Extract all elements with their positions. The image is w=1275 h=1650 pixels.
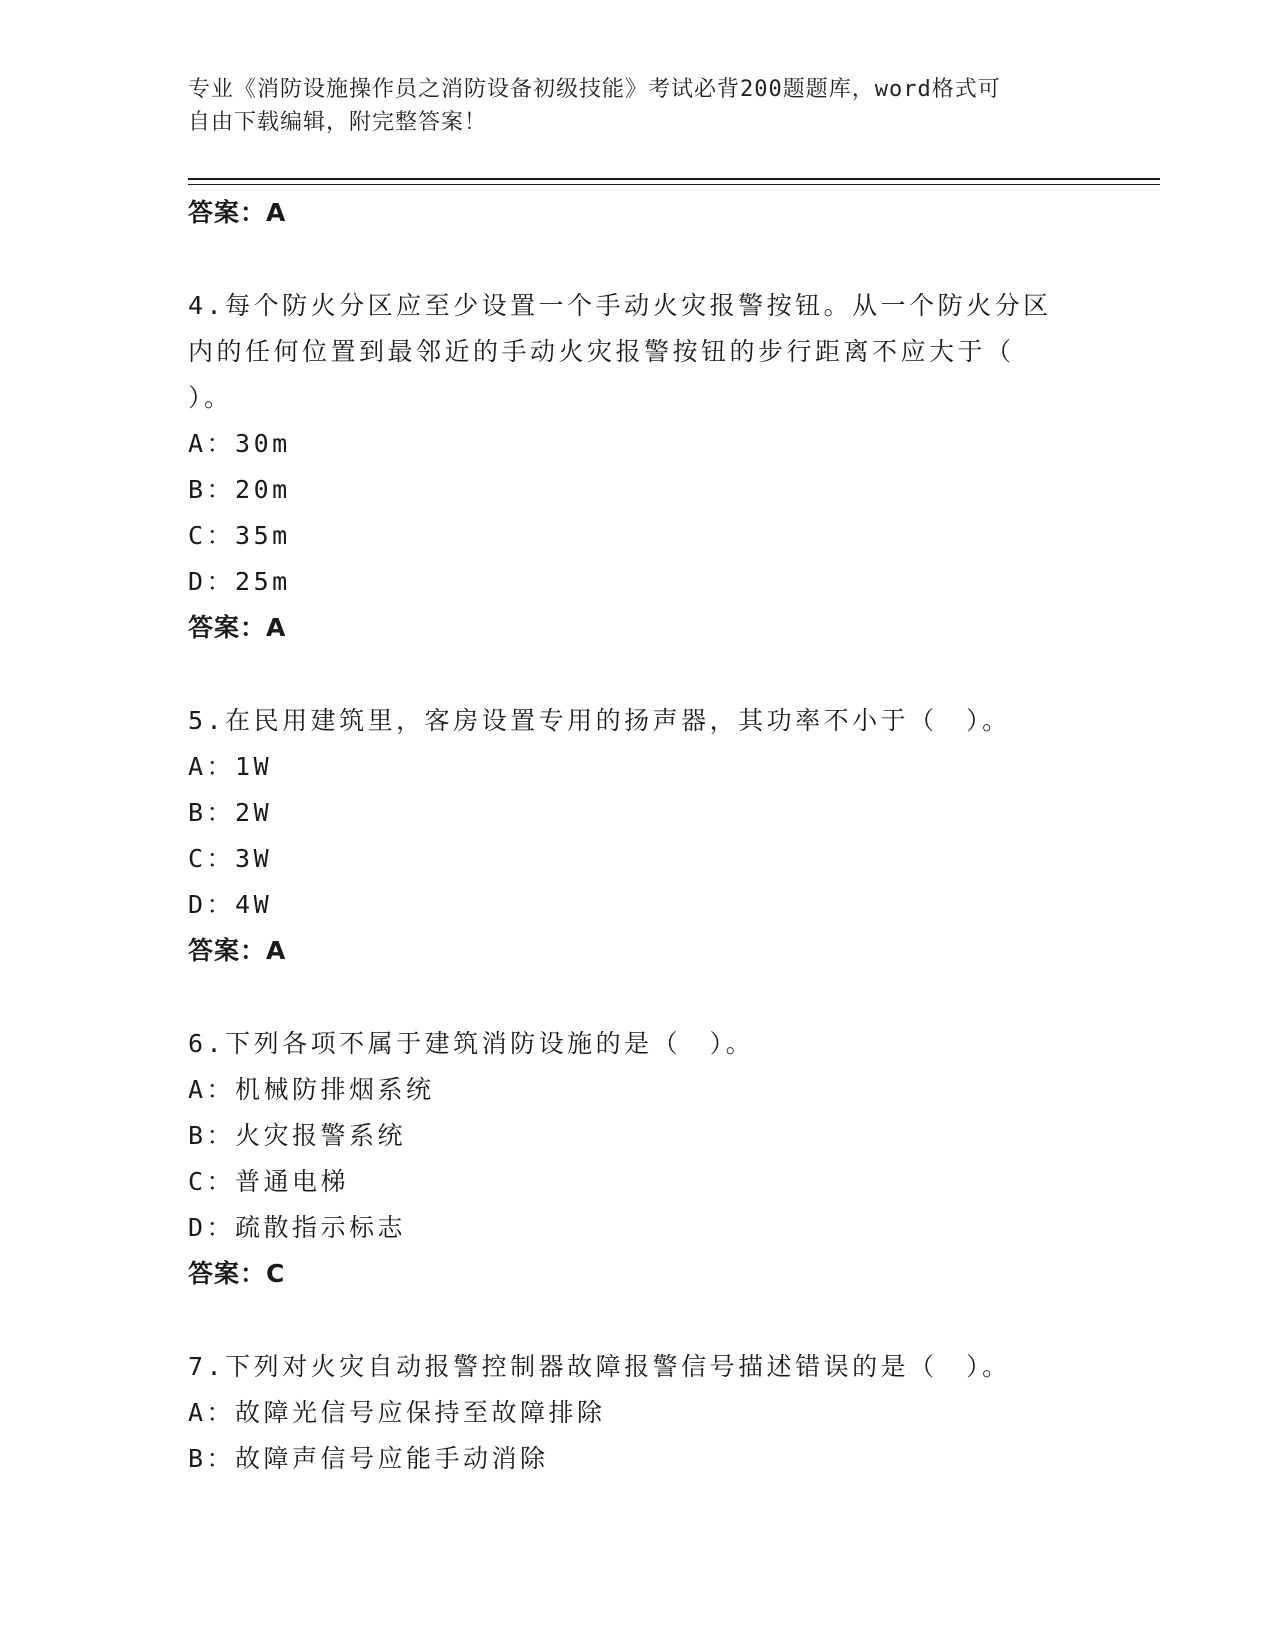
option-d: D：25m: [188, 567, 291, 596]
spacer: [188, 236, 1088, 283]
answer: 答案：C: [188, 1259, 286, 1288]
spacer: [188, 974, 1088, 1021]
option-d: D：4W: [188, 890, 273, 919]
option-b: B：故障声信号应能手动消除: [188, 1444, 549, 1473]
option-c: C：35m: [188, 521, 291, 550]
question-stem-line: 5.在民用建筑里，客房设置专用的扬声器，其功率不小于（ ）。: [188, 706, 1011, 735]
spacer: [188, 1297, 1088, 1344]
option-a: A：30m: [188, 429, 291, 458]
question-stem-line: 7.下列对火灾自动报警控制器故障报警信号描述错误的是（ ）。: [188, 1352, 1011, 1381]
page-header: [188, 73, 1088, 139]
question-stem-line: ）。: [188, 383, 233, 412]
option-a: A：1W: [188, 752, 273, 781]
option-b: B：2W: [188, 798, 273, 827]
option-d: D：疏散指示标志: [188, 1213, 407, 1242]
question-6: [188, 1021, 1088, 1297]
header-line-2: 自由下载编辑，附完整答案！: [188, 110, 488, 135]
header-line-1: 专业《消防设施操作员之消防设备初级技能》考试必背200题题库，word格式可: [188, 77, 1001, 102]
spacer: [188, 651, 1088, 698]
previous-answer: 答案：A: [188, 198, 287, 227]
header-divider-thin: [188, 184, 1160, 185]
answer: 答案：A: [188, 613, 287, 642]
option-b: B：火灾报警系统: [188, 1121, 407, 1150]
option-c: C：3W: [188, 844, 273, 873]
question-4: [188, 283, 1088, 651]
option-a: A：故障光信号应保持至故障排除: [188, 1398, 606, 1427]
header-divider-thick: [188, 178, 1160, 180]
option-c: C：普通电梯: [188, 1167, 350, 1196]
option-b: B：20m: [188, 475, 291, 504]
option-a: A：机械防排烟系统: [188, 1075, 435, 1104]
question-7: [188, 1344, 1088, 1482]
question-stem-line: 内的任何位置到最邻近的手动火灾报警按钮的步行距离不应大于（: [188, 337, 1015, 366]
question-stem-line: 6.下列各项不属于建筑消防设施的是（ ）。: [188, 1029, 755, 1058]
question-stem-line: 4.每个防火分区应至少设置一个手动火灾报警按钮。从一个防火分区: [188, 291, 1052, 320]
answer: 答案：A: [188, 936, 287, 965]
question-list: [188, 190, 1088, 1482]
question-5: [188, 698, 1088, 974]
